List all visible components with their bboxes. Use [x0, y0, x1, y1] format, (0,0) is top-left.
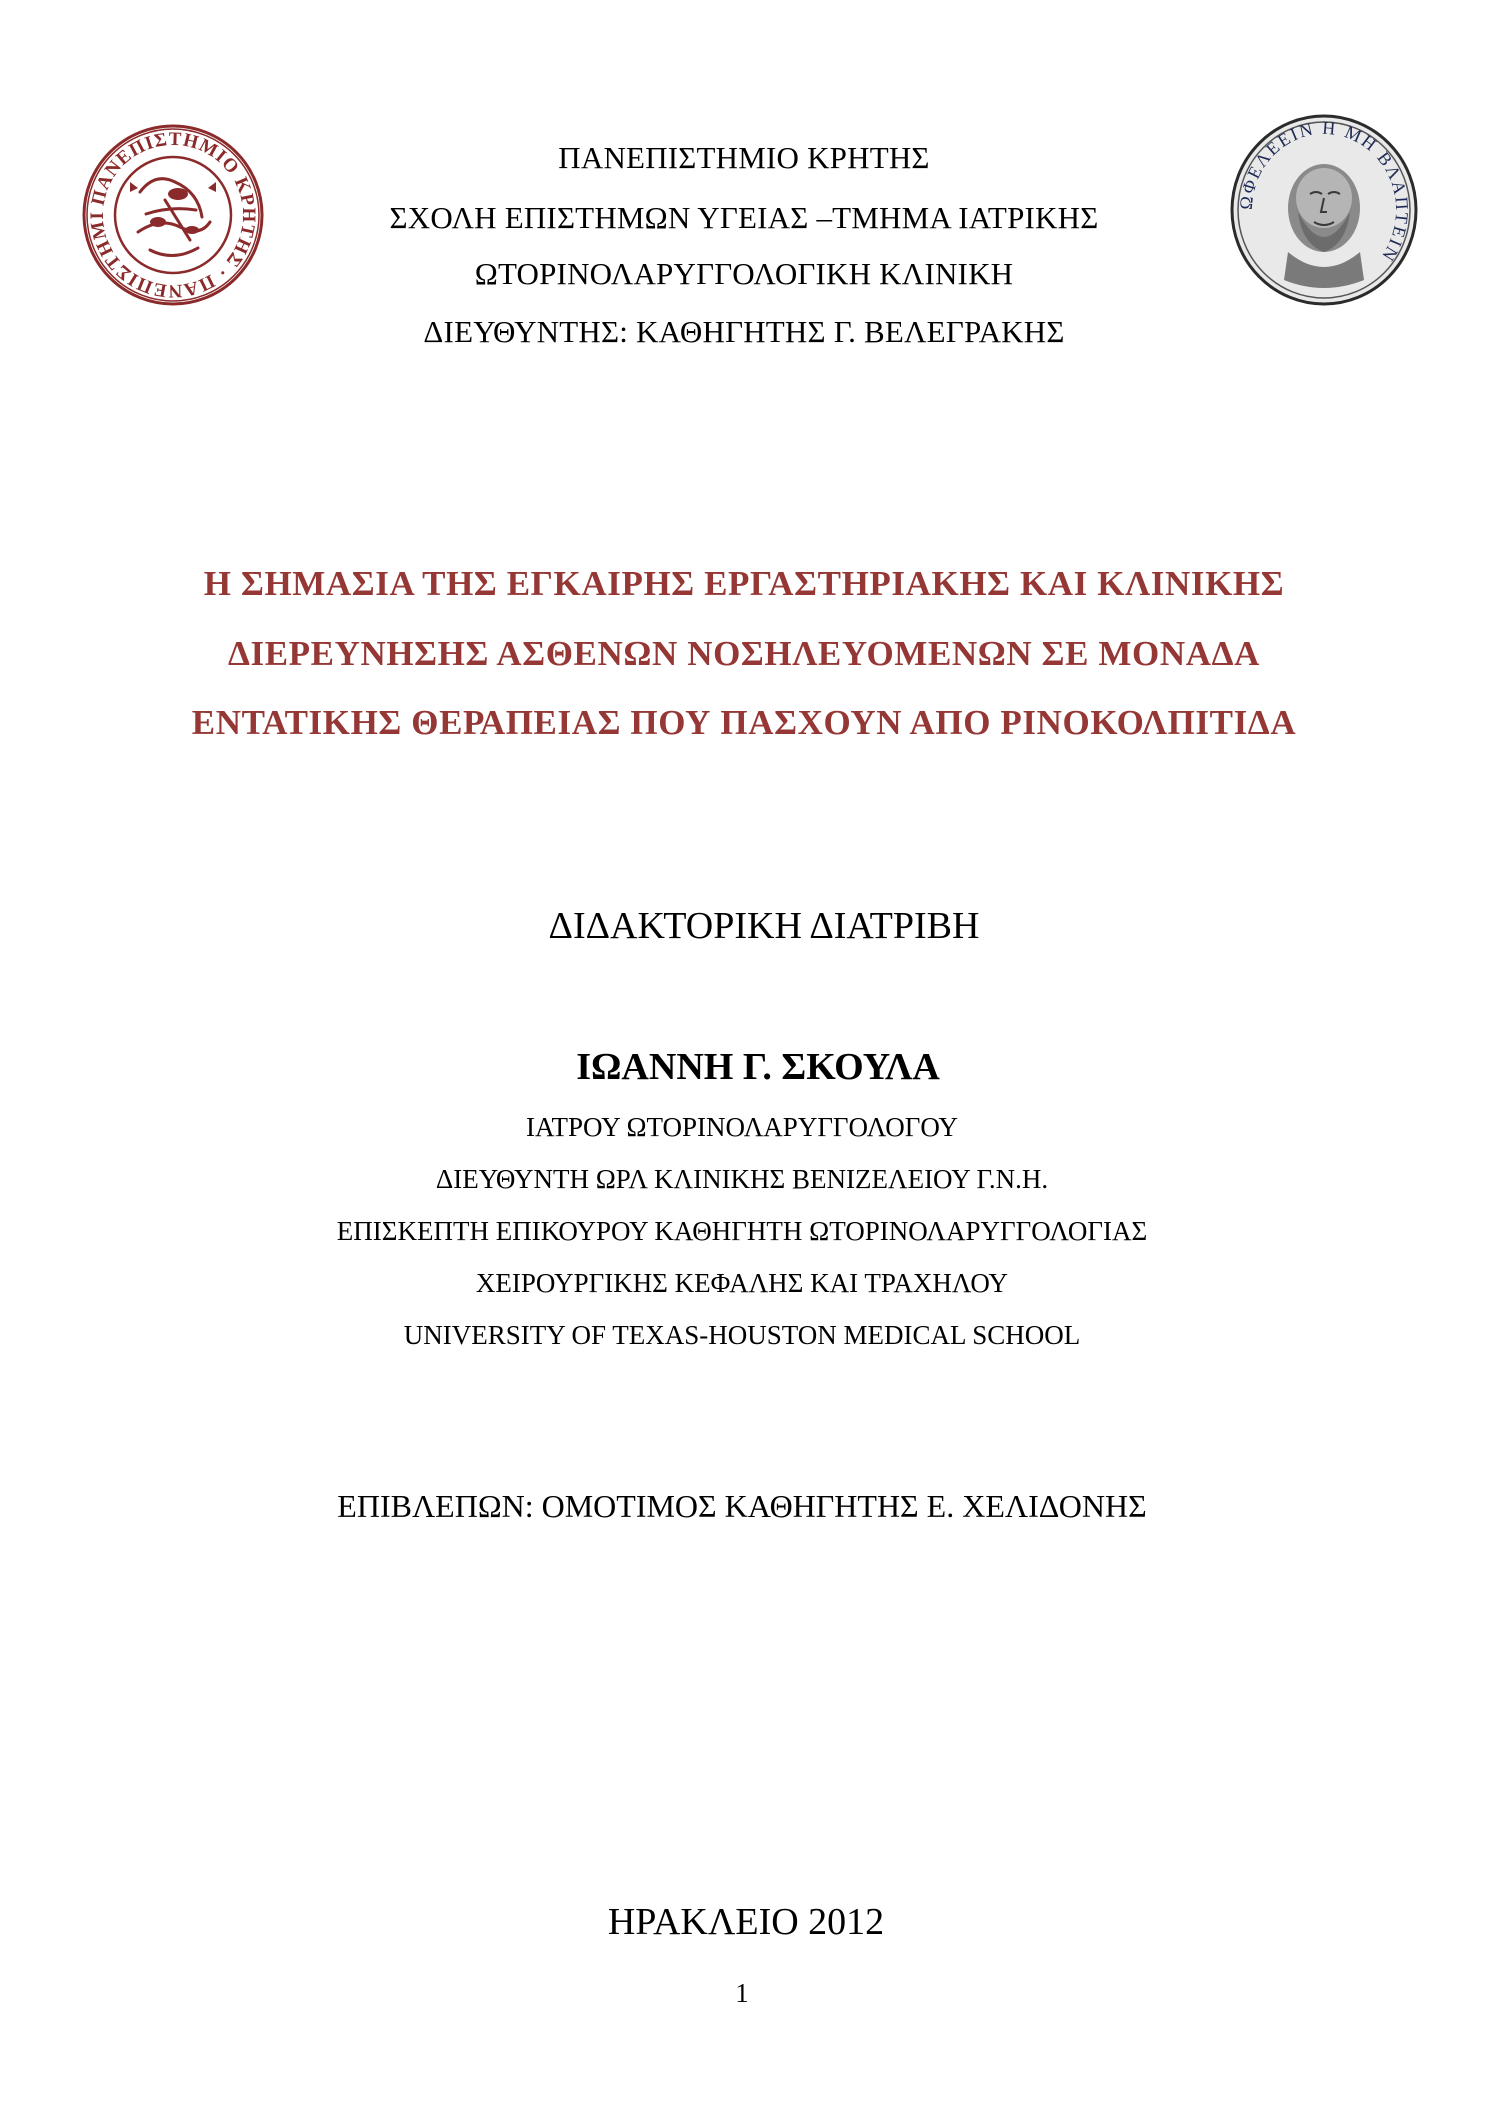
- author-credential-3: ΕΠΙΣΚΕΠΤΗ ΕΠΙΚΟΥΡΟΥ ΚΑΘΗΓΗΤΗ ΩΤΟΡΙΝΟΛΑΡΥΓΓΟΛΟΓΙΑΣ: [336, 1216, 1148, 1246]
- thesis-title-line-2: ΔΙΕΡΕΥΝΗΣΗΣ ΑΣΘΕΝΩΝ ΝΟΣΗΛΕΥΟΜΕΝΩΝ ΣΕ ΜΟΝΑΔΑ: [227, 634, 1261, 673]
- university-name: ΠΑΝΕΠΙΣΤΗΜΙΟ ΚΡΗΤΗΣ: [558, 140, 930, 175]
- author-credential-5: UNIVERSITY OF TEXAS-HOUSTON MEDICAL SCHOOL: [403, 1320, 1081, 1350]
- thesis-title-line-1: Η ΣΗΜΑΣΙΑ ΤΗΣ ΕΓΚΑΙΡΗΣ ΕΡΓΑΣΤΗΡΙΑΚΗΣ ΚΑΙ ΚΛΙΝΙΚΗΣ: [203, 564, 1285, 603]
- clinic-director: ΔΙΕΥΘΥΝΤΗΣ: ΚΑΘΗΓΗΤΗΣ Γ. ΒΕΛΕΓΡΑΚΗΣ: [423, 314, 1065, 349]
- thesis-type: ΔΙΔΑΚΤΟΡΙΚΗ ΔΙΑΤΡΙΒΗ: [548, 905, 980, 947]
- supervisor: ΕΠΙΒΛΕΠΩΝ: ΟΜΟΤΙΜΟΣ ΚΑΘΗΓΗΤΗΣ Ε. ΧΕΛΙΔΟΝΗΣ: [337, 1488, 1147, 1524]
- thesis-title-line-3: ΕΝΤΑΤΙΚΗΣ ΘΕΡΑΠΕΙΑΣ ΠΟΥ ΠΑΣΧΟΥΝ ΑΠΟ ΡΙΝΟΚΟΛΠΙΤΙΔΑ: [191, 703, 1297, 742]
- city-year: ΗΡΑΚΛΕΙΟ 2012: [607, 1901, 885, 1943]
- school-name: ΣΧΟΛΗ ΕΠΙΣΤΗΜΩΝ ΥΓΕΙΑΣ –ΤΜΗΜΑ ΙΑΤΡΙΚΗΣ: [389, 200, 1099, 235]
- author-credential-1: ΙΑΤΡΟΥ ΩΤΟΡΙΝΟΛΑΡΥΓΓΟΛΟΓΟΥ: [526, 1112, 958, 1142]
- author-name: ΙΩΑΝΝΗ Γ. ΣΚΟΥΛΑ: [576, 1046, 940, 1088]
- clinic-name: ΩΤΟΡΙΝΟΛΑΡΥΓΓΟΛΟΓΙΚΗ ΚΛΙΝΙΚΗ: [474, 256, 1014, 291]
- author-credential-2: ΔΙΕΥΘΥΝΤΗ ΩΡΛ ΚΛΙΝΙΚΗΣ ΒΕΝΙΖΕΛΕΙΟΥ Γ.Ν.Η.: [435, 1164, 1049, 1194]
- author-credential-4: ΧΕΙΡΟΥΡΓΙΚΗΣ ΚΕΦΑΛΗΣ ΚΑΙ ΤΡΑΧΗΛΟΥ: [475, 1268, 1009, 1298]
- page-number: 1: [735, 1978, 749, 2008]
- svg-text:ΠΑΝΕΠΙΣΤΗΜΙΟ ΚΡΗΤΗΣ · ΠΑΝΕΠΙΣΤ: ΠΑΝΕΠΙΣΤΗΜΙΟ ΚΡΗΤΗΣ · ΠΑΝΕΠΙΣΤΗΜΙ: [86, 128, 260, 302]
- svg-text:ΩΦΕΛΕΕΙΝ Η ΜΗ ΒΛΑΠΤΕΙΝ: ΩΦΕΛΕΕΙΝ Η ΜΗ ΒΛΑΠΤΕΙΝ: [1235, 117, 1413, 267]
